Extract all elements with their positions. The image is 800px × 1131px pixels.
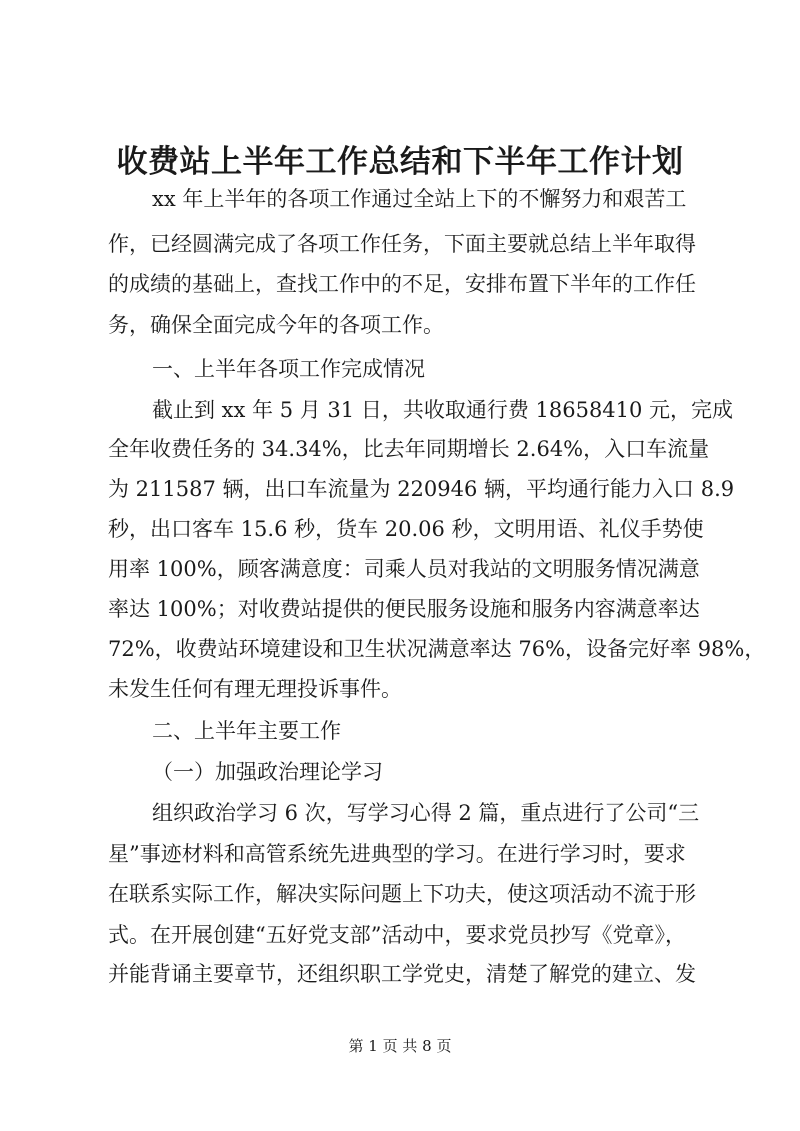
- paragraph-line: xx 年上半年的各项工作通过全站上下的不懈努力和艰苦工: [152, 187, 687, 211]
- section-heading: 一、上半年各项工作完成情况: [152, 357, 425, 381]
- paragraph-line: 式。在开展创建“五好党支部”活动中，要求党员抄写《党章》，: [108, 923, 686, 947]
- paragraph-line: 作，已经圆满完成了各项工作任务，下面主要就总结上半年取得: [108, 232, 696, 256]
- paragraph-line: 秒，出口客车 15.6 秒，货车 20.06 秒，文明用语、礼仪手势使: [108, 517, 704, 541]
- paragraph-line: 务，确保全面完成今年的各项工作。: [108, 313, 444, 337]
- paragraph-line: 用率 100%，顾客满意度：司乘人员对我站的文明服务情况满意: [108, 557, 700, 581]
- paragraph-line: 组织政治学习 6 次，写学习心得 2 篇，重点进行了公司“三: [152, 801, 700, 825]
- paragraph-line: 率达 100%；对收费站提供的便民服务设施和服务内容满意率达: [108, 597, 700, 621]
- paragraph-line: 全年收费任务的 34.34%，比去年同期增长 2.64%，入口车流量: [108, 437, 710, 461]
- section-heading: 二、上半年主要工作: [152, 719, 341, 743]
- paragraph-line: 72%，收费站环境建设和卫生状况满意率达 76%，设备完好率 98%，: [108, 637, 766, 661]
- document-title: 收费站上半年工作总结和下半年工作计划: [116, 144, 684, 180]
- paragraph-line: 在联系实际工作，解决实际问题上下功夫，使这项活动不流于形: [108, 882, 696, 906]
- paragraph-line: 为 211587 辆，出口车流量为 220946 辆，平均通行能力入口 8.9: [108, 477, 735, 501]
- page-footer: 第 1 页 共 8 页: [348, 1037, 452, 1055]
- paragraph-line: 并能背诵主要章节，还组织职工学党史，清楚了解党的建立、发: [108, 962, 696, 986]
- subsection-heading: （一）加强政治理论学习: [152, 760, 383, 784]
- paragraph-line: 星”事迹材料和高管系统先进典型的学习。在进行学习时，要求: [108, 842, 686, 866]
- paragraph-line: 未发生任何有理无理投诉事件。: [108, 677, 402, 701]
- paragraph-line: 截止到 xx 年 5 月 31 日，共收取通行费 18658410 元，完成: [152, 398, 734, 422]
- paragraph-line: 的成绩的基础上，查找工作中的不足，安排布置下半年的工作任: [108, 272, 696, 296]
